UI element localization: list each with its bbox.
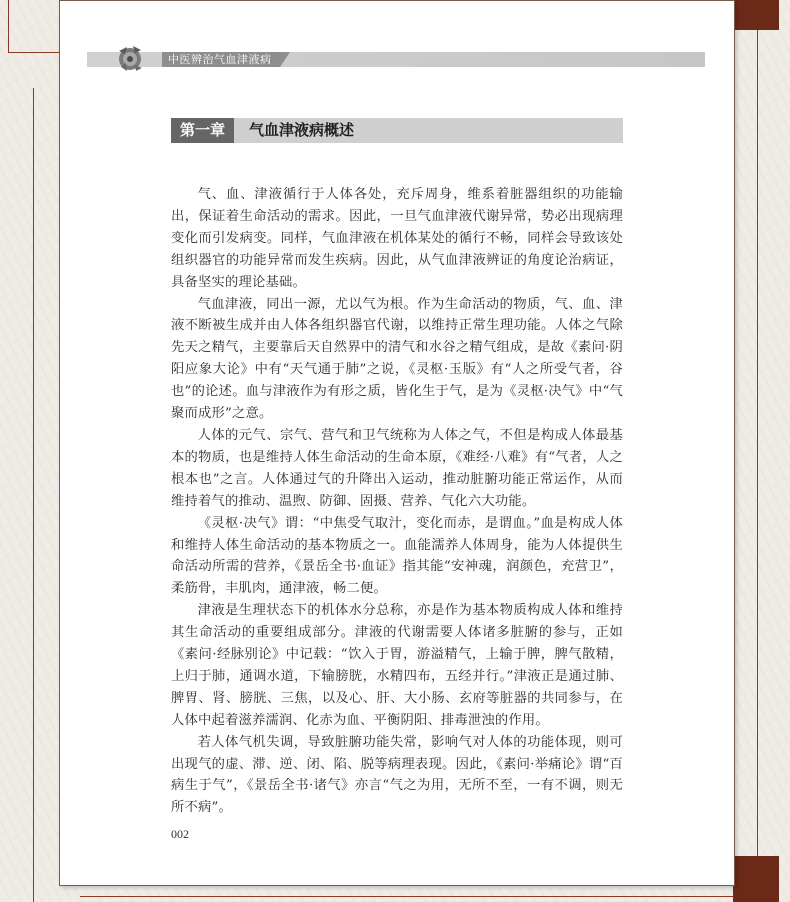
paragraph: 气、血、津液循行于人体各处，充斥周身，维系着脏器组织的功能输出，保证着生命活动的需求。因此，一旦气血津液代谢异常，势必出现病理变化而引发病变。同样，气血津液在机体某处的循行不畅，同样会导致该处组织器官的功能异常而发生疾病。因此，从气血津液辨证的角度论治病证，具备坚实的理论基础。 bbox=[171, 187, 623, 290]
frame-line-top-left-horizontal bbox=[8, 52, 60, 53]
page-number: 002 bbox=[171, 827, 189, 841]
frame-line-right-vertical bbox=[757, 30, 758, 856]
running-header bbox=[87, 52, 705, 67]
frame-line-bottom-horizontal bbox=[80, 896, 733, 897]
paragraph: 若人体气机失调，导致脏腑功能失常，影响气对人体的功能体现，则可出现气的虚、滞、逆、闭、陷、脱等病理表现。因此，《素问·举痛论》谓“百病生于气”，《景岳全书·诸气》亦言“气之为用，无所不至，一有不调，则无所不病”。 bbox=[171, 734, 623, 816]
herb-emblem-icon bbox=[113, 41, 147, 75]
corner-block-bottom-right bbox=[733, 856, 779, 902]
chapter-number: 第一章 bbox=[171, 118, 234, 143]
chapter-title: 气血津液病概述 bbox=[249, 121, 355, 139]
paragraph: 津液是生理状态下的机体水分总称，亦是作为基本物质构成人体和维持其生命活动的重要组成部分。津液的代谢需要人体诸多脏腑的参与，正如《素问·经脉别论》中记载：“饮入于胃，游溢精气，上输于脾，脾气散精，上归于肺，通调水道，下输膀胱，水精四布，五经并行。”津液正是通过肺、脾胃、肾、膀胱、三焦，以及心、肝、大小肠、玄府等脏器的共同参与，在人体中起着滋养濡润、化赤为血、平衡阴阳、排毒泄浊的作用。 bbox=[171, 603, 623, 728]
corner-block-top-right bbox=[733, 0, 779, 30]
book-page bbox=[59, 0, 735, 886]
header-book-title: 中医辨治气血津液病 bbox=[162, 52, 280, 67]
paragraph: 气血津液，同出一源，尤以气为根。作为生命活动的物质，气、血、津液不断被生成并由人体各组织器官代谢，以维持正常生理功能。人体之气除先天之精气，主要靠后天自然界中的清气和水谷之精气组成，是故《素问·阴阳应象大论》中有“天气通于肺”之说，《灵枢·玉版》有“人之所受气者，谷也”的论述。血与津液作为有形之质，皆化生于气，是为《灵枢·决气》中“气聚而成形”之意。 bbox=[171, 296, 623, 422]
paragraph: 人体的元气、宗气、营气和卫气统称为人体之气，不但是构成人体最基本的物质，也是维持人体生命活动的生命本原，《难经·八难》有“气者，人之根本也”之言。人体通过气的升降出入运动，推动脏腑功能正常运作，从而维持着气的推动、温煦、防御、固摄、营养、气化六大功能。 bbox=[171, 427, 623, 509]
frame-line-left-vertical bbox=[33, 88, 34, 902]
chapter-body bbox=[171, 184, 623, 819]
frame-line-top-left-vertical bbox=[8, 0, 9, 53]
chapter-heading bbox=[171, 118, 623, 143]
paragraph: 《灵枢·决气》谓：“中焦受气取汁，变化而赤，是谓血。”血是构成人体和维持人体生命活动的基本物质之一。血能濡养人体周身，能为人体提供生命活动所需的营养，《景岳全书·血证》指其能“安神魂，润颜色，充营卫”，柔筋骨，丰肌肉，通津液，畅二便。 bbox=[171, 515, 623, 597]
